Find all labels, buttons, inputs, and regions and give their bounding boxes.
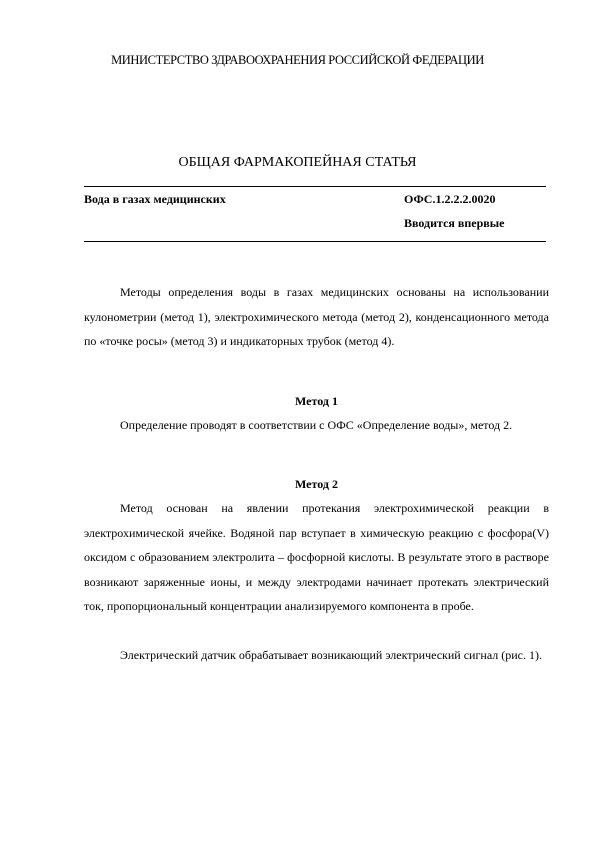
method2-heading: Метод 2	[295, 477, 338, 491]
method1-heading: Метод 1	[295, 394, 338, 408]
article-code: ОФС.1.2.2.2.0020	[404, 192, 496, 206]
document-type-title: ОБЩАЯ ФАРМАКОПЕЙНАЯ СТАТЬЯ	[178, 155, 417, 170]
method1-section-heading	[84, 389, 549, 414]
header-divider-top	[84, 186, 546, 187]
method2-paragraph: Метод основан на явлении протекания электрохимической реакции в электрохимической ячейке. Водяной пар вступает в химическую реакцию с фосфора(V) оксидом с образованием электролита – фосфорной кислоты. В результате этого в растворе возникают заряженные ионы, и между электродами начинает протекать электрический ток, пропорциональный концентрации анализируемого компонента в пробе.	[84, 501, 549, 613]
header-divider-bottom	[84, 241, 546, 242]
intro-paragraph: Методы определения воды в газах медицинских основаны на использовании кулонометрии (метод 1), электрохимического метода (метод 2), конденсационного метода по «точке росы» (метод 3) и индикаторных трубок (метод 4).	[84, 285, 549, 348]
method2-section-continued	[84, 643, 549, 668]
method2-paragraph-2: Электрический датчик обрабатывает возникающий электрический сигнал (рис. 1).	[120, 648, 542, 662]
article-status: Вводится впервые	[404, 216, 505, 230]
method1-section	[84, 413, 549, 438]
method2-section-heading	[84, 472, 549, 497]
ministry-header: МИНИСТЕРСТВО ЗДРАВООХРАНЕНИЯ РОССИЙСКОЙ ФЕДЕРАЦИИ	[111, 53, 484, 67]
intro-section	[84, 280, 549, 354]
method2-section	[84, 496, 549, 619]
method1-paragraph: Определение проводят в соответствии с ОФС «Определение воды», метод 2.	[120, 418, 513, 432]
article-name: Вода в газах медицинских	[84, 192, 226, 206]
